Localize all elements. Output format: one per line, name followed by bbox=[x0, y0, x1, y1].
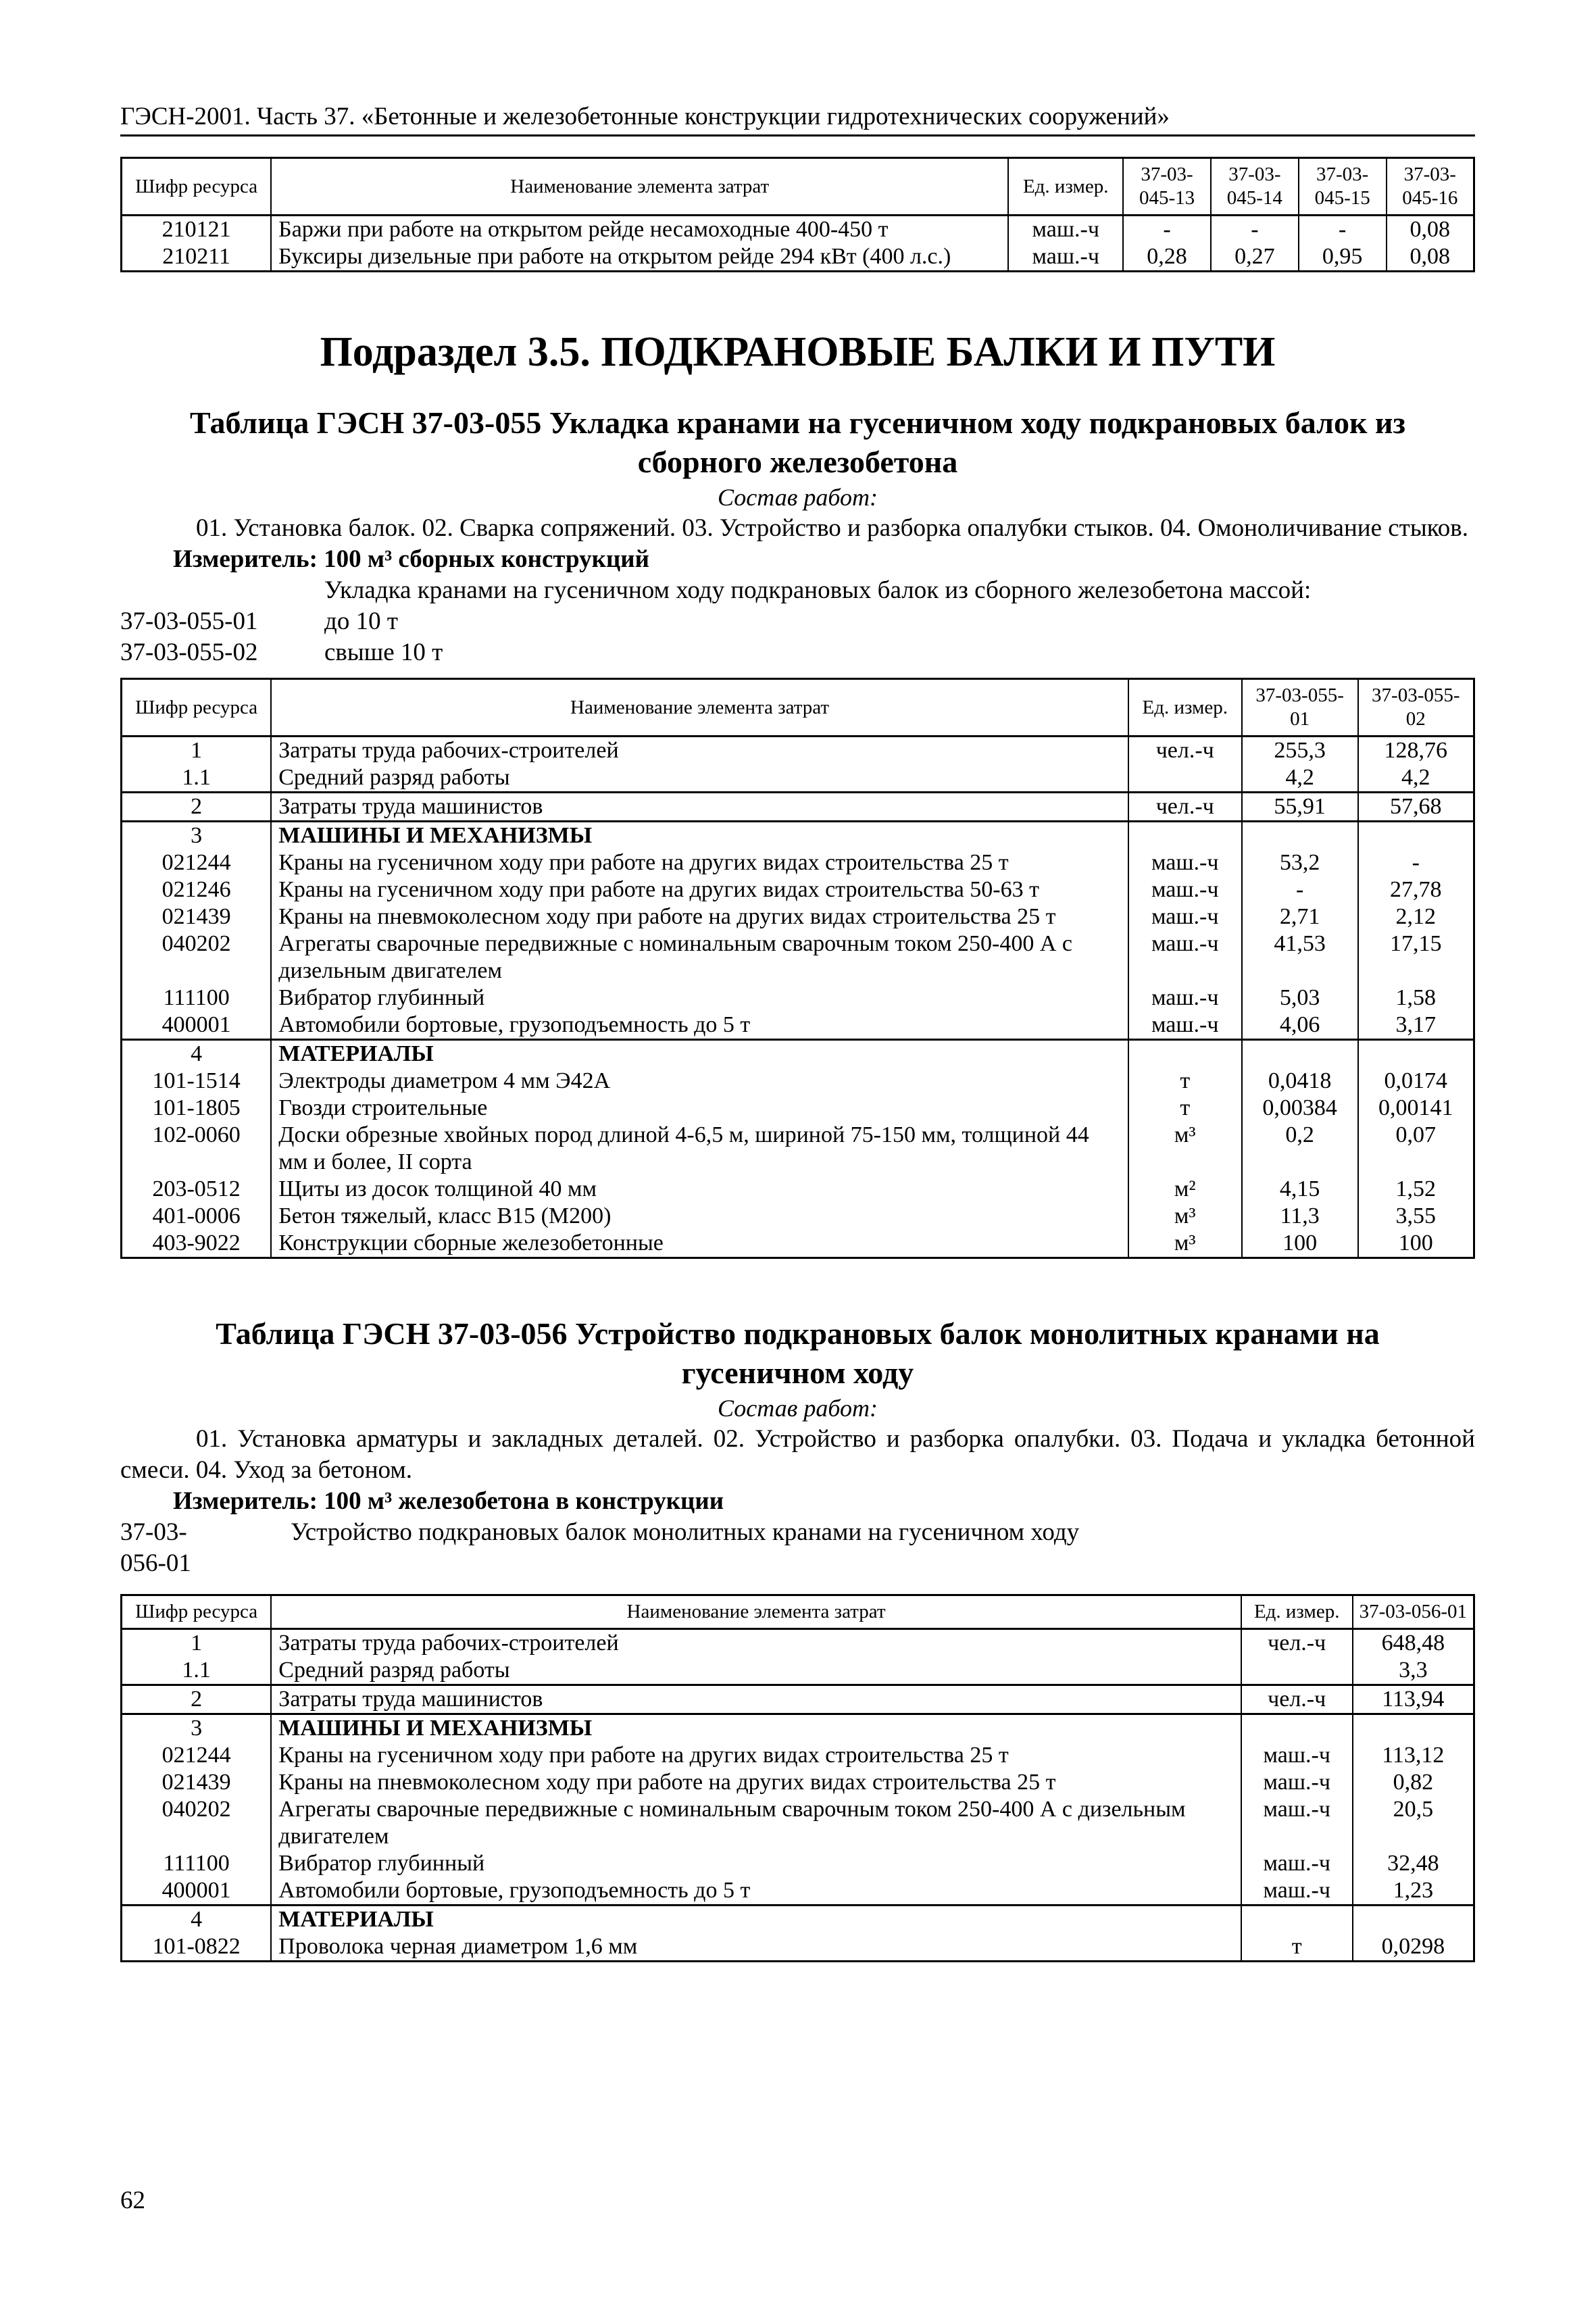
cell-code: 111100 bbox=[122, 985, 272, 1012]
cell-name: Средний разряд работы bbox=[271, 764, 1128, 793]
cell-unit: м² bbox=[1128, 1176, 1242, 1203]
variant-row bbox=[120, 606, 1475, 637]
cell-v1: 4,2 bbox=[1242, 764, 1358, 793]
cell-name: Краны на гусеничном ходу при работе на других видах строительства 50-63 т bbox=[271, 876, 1128, 903]
cell-code: 203-0512 bbox=[122, 1176, 272, 1203]
table-row bbox=[122, 1769, 1474, 1796]
cell-code: 4 bbox=[122, 1040, 272, 1068]
cell-name: Краны на пневмоколесном ходу при работе на других видах строительства 25 т bbox=[271, 903, 1128, 930]
cell-v2: - bbox=[1211, 216, 1299, 244]
col-header-unit: Ед. измер. bbox=[1008, 158, 1123, 216]
cell-unit: маш.-ч bbox=[1128, 903, 1242, 930]
table-body bbox=[122, 737, 1474, 1258]
table-row bbox=[122, 822, 1474, 850]
cell-v1: 100 bbox=[1242, 1230, 1358, 1258]
cell-v1: 2,71 bbox=[1242, 903, 1358, 930]
meter-line: Измеритель: 100 м³ сборных конструкций bbox=[173, 545, 649, 573]
col-header-code: Шифр ресурса bbox=[122, 158, 272, 216]
table-045-continuation bbox=[120, 157, 1475, 272]
table-row bbox=[122, 849, 1474, 876]
cell-v2: 0,27 bbox=[1211, 243, 1299, 272]
cell-v1: 648,48 bbox=[1353, 1629, 1474, 1658]
cell-code: 400001 bbox=[122, 1877, 272, 1906]
cell-name: Краны на пневмоколесном ходу при работе на других видах строительства 25 т bbox=[271, 1769, 1241, 1796]
cell-v1: 20,5 bbox=[1353, 1796, 1474, 1850]
cell-v1: 11,3 bbox=[1242, 1203, 1358, 1230]
table-row bbox=[122, 1877, 1474, 1906]
cell-name: МАШИНЫ И МЕХАНИЗМЫ bbox=[271, 822, 1128, 850]
table-row bbox=[122, 216, 1474, 244]
cell-name: Проволока черная диаметром 1,6 мм bbox=[271, 1933, 1241, 1962]
cell-unit: чел.-ч bbox=[1241, 1629, 1353, 1658]
cell-unit: маш.-ч bbox=[1241, 1850, 1353, 1877]
cell-code: 021439 bbox=[122, 1769, 272, 1796]
cell-code: 1 bbox=[122, 1629, 272, 1658]
composition-label: Состав работ: bbox=[718, 484, 878, 511]
cell-v2: 2,12 bbox=[1358, 903, 1474, 930]
variants-block bbox=[120, 575, 1475, 668]
variants-intro: Укладка кранами на гусеничном ходу подкрановых балок из сборного железобетона массой: bbox=[324, 576, 1312, 604]
cell-v3: - bbox=[1299, 216, 1387, 244]
document-page bbox=[120, 101, 1475, 1962]
table-row bbox=[122, 930, 1474, 985]
col-header-unit: Ед. измер. bbox=[1128, 679, 1242, 737]
cell-v1: - bbox=[1242, 876, 1358, 903]
cell-code: 403-9022 bbox=[122, 1230, 272, 1258]
cell-code: 040202 bbox=[122, 930, 272, 985]
cell-code: 040202 bbox=[122, 1796, 272, 1850]
cell-v1: 32,48 bbox=[1353, 1850, 1474, 1877]
cell-unit: маш.-ч bbox=[1241, 1769, 1353, 1796]
cell-name: Вибратор глубинный bbox=[271, 985, 1128, 1012]
cell-name: Вибратор глубинный bbox=[271, 1850, 1241, 1877]
cell-unit: маш.-ч bbox=[1008, 216, 1123, 244]
cell-v2 bbox=[1358, 822, 1474, 850]
cell-name: Баржи при работе на открытом рейде несамоходные 400-450 т bbox=[271, 216, 1008, 244]
table-row bbox=[122, 764, 1474, 793]
cell-v1: 4,06 bbox=[1242, 1012, 1358, 1040]
cell-code: 101-1514 bbox=[122, 1068, 272, 1095]
table-056-title-line1: Таблица ГЭСН 37-03-056 Устройство подкрановых балок монолитных кранами на bbox=[216, 1316, 1380, 1351]
cell-name: Агрегаты сварочные передвижные с номинальным сварочным током 250-400 А с дизельным двигателем bbox=[271, 1796, 1241, 1850]
cell-v4: 0,08 bbox=[1387, 243, 1474, 272]
cell-code: 1.1 bbox=[122, 1657, 272, 1685]
variant-code: 37-03-056-01 bbox=[120, 1518, 191, 1577]
variant-code: 37-03-055-01 bbox=[120, 607, 258, 635]
table-row bbox=[122, 985, 1474, 1012]
table-row bbox=[122, 1657, 1474, 1685]
col-header-v4: 37-03-045-16 bbox=[1387, 158, 1474, 216]
meter-line: Измеритель: 100 м³ железобетона в конструкции bbox=[173, 1487, 724, 1515]
cell-name: Затраты труда рабочих-строителей bbox=[271, 1629, 1241, 1658]
cell-unit: чел.-ч bbox=[1241, 1685, 1353, 1714]
table-055 bbox=[120, 678, 1475, 1259]
cell-name: Краны на гусеничном ходу при работе на других видах строительства 25 т bbox=[271, 1742, 1241, 1769]
cell-v1: - bbox=[1123, 216, 1211, 244]
cell-unit: маш.-ч bbox=[1128, 930, 1242, 985]
cell-name: МАШИНЫ И МЕХАНИЗМЫ bbox=[271, 1714, 1241, 1743]
table-row bbox=[122, 1203, 1474, 1230]
cell-unit: м³ bbox=[1128, 1230, 1242, 1258]
cell-unit bbox=[1128, 822, 1242, 850]
cell-v1: 3,3 bbox=[1353, 1657, 1474, 1685]
col-header-name: Наименование элемента затрат bbox=[271, 1595, 1241, 1629]
cell-name: МАТЕРИАЛЫ bbox=[271, 1906, 1241, 1934]
cell-unit: маш.-ч bbox=[1128, 1012, 1242, 1040]
cell-v2: 0,00141 bbox=[1358, 1095, 1474, 1122]
cell-unit bbox=[1128, 764, 1242, 793]
cell-unit: чел.-ч bbox=[1128, 737, 1242, 765]
variant-text: свыше 10 т bbox=[324, 639, 443, 666]
col-header-v2: 37-03-055-02 bbox=[1358, 679, 1474, 737]
cell-v2: - bbox=[1358, 849, 1474, 876]
table-055-title-line1: Таблица ГЭСН 37-03-055 Укладка кранами на гусеничном ходу подкрановых балок из bbox=[190, 405, 1405, 440]
cell-v1: 55,91 bbox=[1242, 793, 1358, 822]
running-header: ГЭСН-2001. Часть 37. «Бетонные и железобетонные конструкции гидротехнических сооружений» bbox=[120, 101, 1475, 136]
cell-unit: маш.-ч bbox=[1241, 1796, 1353, 1850]
cell-v1: 41,53 bbox=[1242, 930, 1358, 985]
cell-name: Доски обрезные хвойных пород длиной 4-6,5 м, шириной 75-150 мм, толщиной 44 мм и более, II сорта bbox=[271, 1122, 1128, 1176]
table-row bbox=[122, 876, 1474, 903]
cell-v2: 17,15 bbox=[1358, 930, 1474, 985]
cell-v1 bbox=[1353, 1906, 1474, 1934]
cell-name: Бетон тяжелый, класс В15 (М200) bbox=[271, 1203, 1128, 1230]
table-row bbox=[122, 1176, 1474, 1203]
cell-v1: 0,0418 bbox=[1242, 1068, 1358, 1095]
cell-unit bbox=[1128, 1040, 1242, 1068]
cell-code: 3 bbox=[122, 822, 272, 850]
cell-code: 021246 bbox=[122, 876, 272, 903]
cell-code: 2 bbox=[122, 1685, 272, 1714]
cell-unit bbox=[1241, 1714, 1353, 1743]
cell-code: 021244 bbox=[122, 849, 272, 876]
table-row bbox=[122, 1742, 1474, 1769]
table-056 bbox=[120, 1594, 1475, 1962]
cell-v1: 5,03 bbox=[1242, 985, 1358, 1012]
composition-text: 01. Установка арматуры и закладных деталей. 02. Устройство и разборка опалубки. 03. Подача и укладка бетонной смеси. 04. Уход за бетоном. bbox=[120, 1425, 1475, 1484]
cell-v1: 4,15 bbox=[1242, 1176, 1358, 1203]
cell-v1: 1,23 bbox=[1353, 1877, 1474, 1906]
table-row bbox=[122, 1012, 1474, 1040]
cell-code: 021439 bbox=[122, 903, 272, 930]
cell-v2: 27,78 bbox=[1358, 876, 1474, 903]
composition-label: Состав работ: bbox=[718, 1395, 878, 1422]
cell-v1: 113,12 bbox=[1353, 1742, 1474, 1769]
col-header-v3: 37-03-045-15 bbox=[1299, 158, 1387, 216]
table-row bbox=[122, 1796, 1474, 1850]
cell-code: 401-0006 bbox=[122, 1203, 272, 1230]
cell-v1: 0,00384 bbox=[1242, 1095, 1358, 1122]
variant-row bbox=[120, 1517, 1475, 1579]
cell-v2: 57,68 bbox=[1358, 793, 1474, 822]
cell-v1: 0,0298 bbox=[1353, 1933, 1474, 1962]
table-row bbox=[122, 1068, 1474, 1095]
cell-code: 210211 bbox=[122, 243, 272, 272]
cell-v2: 0,07 bbox=[1358, 1122, 1474, 1176]
cell-v1: 0,2 bbox=[1242, 1122, 1358, 1176]
table-055-title-line2: сборного железобетона bbox=[637, 445, 958, 479]
cell-v1: 0,28 bbox=[1123, 243, 1211, 272]
cell-v2 bbox=[1358, 1040, 1474, 1068]
cell-name: Автомобили бортовые, грузоподъемность до 5 т bbox=[271, 1877, 1241, 1906]
col-header-code: Шифр ресурса bbox=[122, 1595, 272, 1629]
table-row bbox=[122, 1040, 1474, 1068]
table-row bbox=[122, 903, 1474, 930]
cell-v3: 0,95 bbox=[1299, 243, 1387, 272]
cell-code: 400001 bbox=[122, 1012, 272, 1040]
cell-name: Электроды диаметром 4 мм Э42А bbox=[271, 1068, 1128, 1095]
cell-unit: маш.-ч bbox=[1241, 1877, 1353, 1906]
cell-code: 101-1805 bbox=[122, 1095, 272, 1122]
cell-v1 bbox=[1242, 1040, 1358, 1068]
table-row bbox=[122, 1933, 1474, 1962]
cell-name: Затраты труда машинистов bbox=[271, 1685, 1241, 1714]
cell-unit: т bbox=[1128, 1095, 1242, 1122]
col-header-code: Шифр ресурса bbox=[122, 679, 272, 737]
table-row bbox=[122, 1122, 1474, 1176]
table-body bbox=[122, 216, 1474, 272]
cell-code: 1 bbox=[122, 737, 272, 765]
table-row bbox=[122, 1095, 1474, 1122]
cell-code: 102-0060 bbox=[122, 1122, 272, 1176]
cell-unit: т bbox=[1128, 1068, 1242, 1095]
cell-unit: маш.-ч bbox=[1008, 243, 1123, 272]
table-row bbox=[122, 1850, 1474, 1877]
variant-code: 37-03-055-02 bbox=[120, 639, 258, 666]
cell-v2: 1,58 bbox=[1358, 985, 1474, 1012]
table-056-title-line2: гусеничном ходу bbox=[681, 1355, 914, 1390]
col-header-unit: Ед. измер. bbox=[1241, 1595, 1353, 1629]
cell-name: Затраты труда машинистов bbox=[271, 793, 1128, 822]
cell-unit: маш.-ч bbox=[1128, 849, 1242, 876]
col-header-v1: 37-03-055-01 bbox=[1242, 679, 1358, 737]
cell-name: Автомобили бортовые, грузоподъемность до 5 т bbox=[271, 1012, 1128, 1040]
cell-code: 021244 bbox=[122, 1742, 272, 1769]
col-header-v1: 37-03-045-13 bbox=[1123, 158, 1211, 216]
cell-code: 101-0822 bbox=[122, 1933, 272, 1962]
table-row bbox=[122, 1906, 1474, 1934]
cell-v4: 0,08 bbox=[1387, 216, 1474, 244]
cell-v2: 3,17 bbox=[1358, 1012, 1474, 1040]
cell-v2: 128,76 bbox=[1358, 737, 1474, 765]
cell-name: Средний разряд работы bbox=[271, 1657, 1241, 1685]
page-number: 62 bbox=[120, 2187, 145, 2214]
cell-v2: 4,2 bbox=[1358, 764, 1474, 793]
variant-row bbox=[120, 637, 1475, 668]
cell-unit: маш.-ч bbox=[1128, 985, 1242, 1012]
cell-name: МАТЕРИАЛЫ bbox=[271, 1040, 1128, 1068]
variants-block bbox=[120, 1517, 1475, 1579]
cell-v1 bbox=[1242, 822, 1358, 850]
table-row bbox=[122, 1230, 1474, 1258]
variant-text: Устройство подкрановых балок монолитных кранами на гусеничном ходу bbox=[291, 1518, 1080, 1546]
cell-v1: 113,94 bbox=[1353, 1685, 1474, 1714]
cell-v1: 255,3 bbox=[1242, 737, 1358, 765]
table-row bbox=[122, 737, 1474, 765]
cell-code: 210121 bbox=[122, 216, 272, 244]
table-row bbox=[122, 1629, 1474, 1658]
cell-code: 1.1 bbox=[122, 764, 272, 793]
cell-unit: м³ bbox=[1128, 1122, 1242, 1176]
cell-unit bbox=[1241, 1657, 1353, 1685]
cell-name: Конструкции сборные железобетонные bbox=[271, 1230, 1128, 1258]
cell-code: 3 bbox=[122, 1714, 272, 1743]
cell-name: Краны на гусеничном ходу при работе на других видах строительства 25 т bbox=[271, 849, 1128, 876]
cell-unit: маш.-ч bbox=[1128, 876, 1242, 903]
cell-v1: 0,82 bbox=[1353, 1769, 1474, 1796]
cell-unit: т bbox=[1241, 1933, 1353, 1962]
table-row bbox=[122, 1685, 1474, 1714]
cell-unit: чел.-ч bbox=[1128, 793, 1242, 822]
col-header-v2: 37-03-045-14 bbox=[1211, 158, 1299, 216]
table-row bbox=[122, 793, 1474, 822]
cell-v2: 100 bbox=[1358, 1230, 1474, 1258]
cell-unit bbox=[1241, 1906, 1353, 1934]
composition-text: 01. Установка балок. 02. Сварка сопряжений. 03. Устройство и разборка опалубки стыков. 04. Омоноличивание стыков. bbox=[196, 514, 1469, 542]
cell-code: 4 bbox=[122, 1906, 272, 1934]
cell-name: Щиты из досок толщиной 40 мм bbox=[271, 1176, 1128, 1203]
table-row bbox=[122, 243, 1474, 272]
cell-code: 2 bbox=[122, 793, 272, 822]
cell-name: Гвозди строительные bbox=[271, 1095, 1128, 1122]
cell-v2: 3,55 bbox=[1358, 1203, 1474, 1230]
subsection-title: Подраздел 3.5. ПОДКРАНОВЫЕ БАЛКИ И ПУТИ bbox=[320, 329, 1276, 375]
table-body bbox=[122, 1629, 1474, 1962]
cell-name: Буксиры дизельные при работе на открытом рейде 294 кВт (400 л.с.) bbox=[271, 243, 1008, 272]
col-header-v1: 37-03-056-01 bbox=[1353, 1595, 1474, 1629]
cell-name: Затраты труда рабочих-строителей bbox=[271, 737, 1128, 765]
cell-unit: маш.-ч bbox=[1241, 1742, 1353, 1769]
cell-unit: м³ bbox=[1128, 1203, 1242, 1230]
cell-v2: 1,52 bbox=[1358, 1176, 1474, 1203]
table-row bbox=[122, 1714, 1474, 1743]
cell-name: Агрегаты сварочные передвижные с номинальным сварочным током 250-400 А с дизельным двигателем bbox=[271, 930, 1128, 985]
cell-v1: 53,2 bbox=[1242, 849, 1358, 876]
cell-v1 bbox=[1353, 1714, 1474, 1743]
variant-text: до 10 т bbox=[324, 607, 398, 635]
col-header-name: Наименование элемента затрат bbox=[271, 158, 1008, 216]
cell-code: 111100 bbox=[122, 1850, 272, 1877]
col-header-name: Наименование элемента затрат bbox=[271, 679, 1128, 737]
cell-v2: 0,0174 bbox=[1358, 1068, 1474, 1095]
